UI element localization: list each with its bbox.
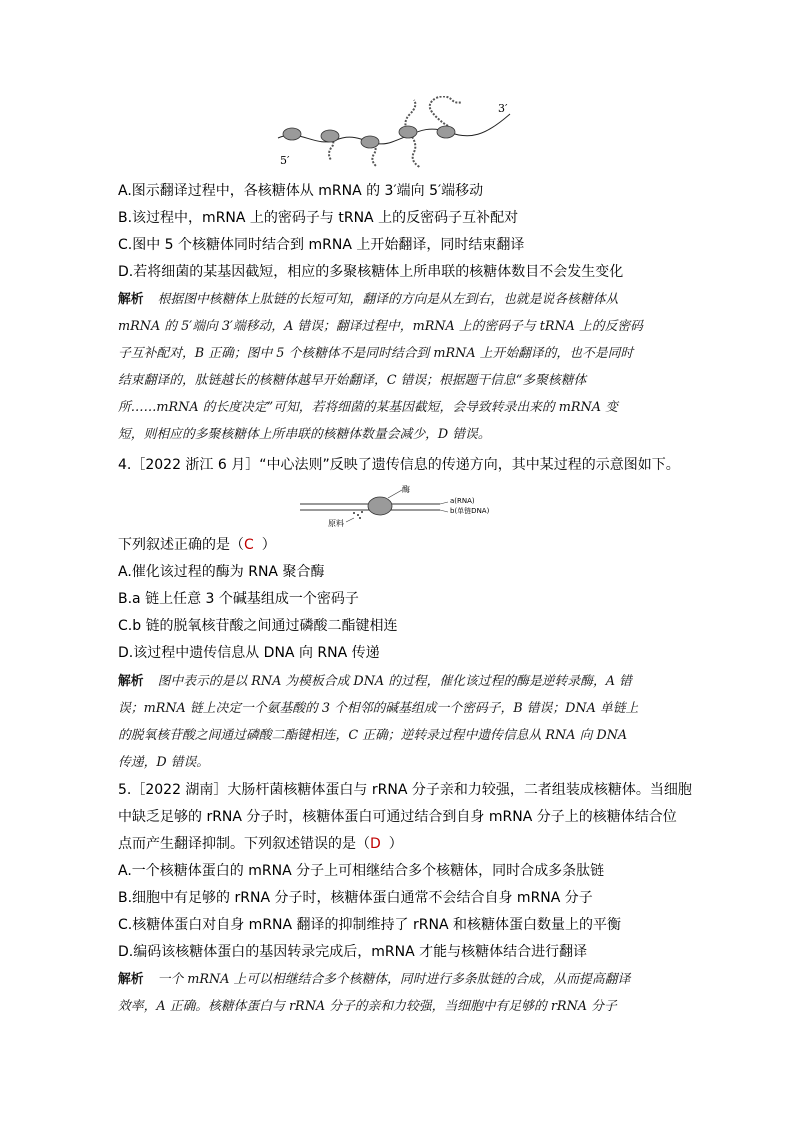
q4-analysis-line: 的脱氧核苷酸之间通过磷酸二酯键相连，C 正确；逆转录过程中遗传信息从 RNA 向 DNA xyxy=(118,728,628,743)
q5-answer: D xyxy=(370,836,381,852)
enzyme-shape xyxy=(368,497,392,515)
chain-b-label: b(单链DNA) xyxy=(450,507,490,515)
q4-analysis-line: 传递，D 错误。 xyxy=(118,755,210,770)
q4-option-c: C.b 链的脱氧核苷酸之间通过磷酸二酯键相连 xyxy=(118,618,398,634)
q3-option-d: D.若将细菌的某基因截短，相应的多聚核糖体上所串联的核糖体数目不会发生变化 xyxy=(118,264,624,280)
q4-analysis-line: 误；mRNA 链上决定一个氨基酸的 3 个相邻的碱基组成一个密码子，B 错误；DNA 单链上 xyxy=(118,701,639,716)
q5-stem-line: 中缺乏足够的 rRNA 分子时，核糖体蛋白可通过结合到自身 mRNA 分子上的核糖体结合位 xyxy=(118,809,677,825)
q3-option-c: C.图中 5 个核糖体同时结合到 mRNA 上开始翻译，同时结束翻译 xyxy=(118,237,525,253)
q4-stem: 4.［2022 浙江 6 月］“中心法则”反映了遗传信息的传递方向，其中某过程的示意图如下。 xyxy=(118,457,680,473)
q5-option-b: B.细胞中有足够的 rRNA 分子时，核糖体蛋白通常不会结合自身 mRNA 分子 xyxy=(118,890,593,906)
polysome-figure xyxy=(270,96,530,168)
material-label: 原料 xyxy=(328,519,344,528)
enzyme-label: 酶 xyxy=(402,485,410,494)
q5-analysis-line: 效率，A 正确。核糖体蛋白与 rRNA 分子的亲和力较强，当细胞中有足够的 rRNA 分子 xyxy=(118,999,617,1014)
q4-analysis-line: 解析 图中表示的是以 RNA 为模板合成 DNA 的过程，催化该过程的酶是逆转录酶，A 错 xyxy=(118,674,632,689)
peptide-chain xyxy=(430,96,462,126)
q3-analysis-line: 解析 根据图中核糖体上肽链的长短可知，翻译的方向是从左到右，也就是说各核糖体从 xyxy=(118,292,619,307)
mrna-strand xyxy=(278,114,510,144)
q5-option-c: C.核糖体蛋白对自身 mRNA 翻译的抑制维持了 rRNA 和核糖体蛋白数量上的平衡 xyxy=(118,917,621,933)
chain-a-label: a(RNA) xyxy=(450,497,475,505)
q3-analysis-line: 短，则相应的多聚核糖体上所串联的核糖体数量会减少，D 错误。 xyxy=(118,427,491,442)
q4-answer: C xyxy=(244,537,254,553)
q4-option-d: D.该过程中遗传信息从 DNA 向 RNA 传递 xyxy=(118,645,380,661)
reverse-transcription-figure xyxy=(298,482,528,528)
q5-stem-line: 点而产生翻译抑制。下列叙述错误的是（D ） xyxy=(118,836,403,852)
label-3-prime: 3′ xyxy=(498,102,508,115)
q5-option-d: D.编码该核糖体蛋白的基因转录完成后，mRNA 才能与核糖体结合进行翻译 xyxy=(118,944,588,960)
analysis-tag: 解析 xyxy=(118,292,144,307)
ribosome xyxy=(321,130,339,142)
analysis-tag: 解析 xyxy=(118,674,144,689)
ribosome xyxy=(361,136,379,148)
label-5-prime: 5′ xyxy=(280,154,290,167)
q4-option-b: B.a 链上任意 3 个碱基组成一个密码子 xyxy=(118,591,359,607)
ribosome xyxy=(399,126,417,138)
analysis-tag: 解析 xyxy=(118,972,144,987)
ribosome xyxy=(437,126,455,138)
ribosome xyxy=(283,128,301,140)
q3-analysis-line: 结束翻译的，肽链越长的核糖体越早开始翻译，C 错误；根据题干信息“多聚核糖体 xyxy=(118,373,587,388)
q4-option-a: A.催化该过程的酶为 RNA 聚合酶 xyxy=(118,564,325,580)
q5-analysis-line: 解析 一个 mRNA 上可以相继结合多个核糖体，同时进行多条肽链的合成，从而提高翻译 xyxy=(118,972,631,987)
q3-analysis-line: 所……mRNA 的长度决定”可知，若将细菌的某基因截短，会导致转录出来的 mRNA 变 xyxy=(118,400,618,415)
q3-analysis-line: mRNA 的 5′端向 3′端移动，A 错误；翻译过程中，mRNA 上的密码子与 tRNA 上的反密码 xyxy=(118,319,643,334)
q3-analysis-line: 子互补配对，B 正确；图中 5 个核糖体不是同时结合到 mRNA 上开始翻译的，也不是同时 xyxy=(118,346,634,361)
q4-prompt: 下列叙述正确的是（C ） xyxy=(118,537,276,553)
q5-stem-line: 5.［2022 湖南］大肠杆菌核糖体蛋白与 rRNA 分子亲和力较强，二者组装成核糖体。当细胞 xyxy=(118,782,692,798)
q3-option-a: A.图示翻译过程中，各核糖体从 mRNA 的 3′端向 5′端移动 xyxy=(118,183,484,199)
q3-option-b: B.该过程中，mRNA 上的密码子与 tRNA 上的反密码子互补配对 xyxy=(118,210,519,226)
peptide-chain xyxy=(410,134,420,168)
q5-option-a: A.一个核糖体蛋白的 mRNA 分子上可相继结合多个核糖体，同时合成多条肽链 xyxy=(118,863,605,879)
